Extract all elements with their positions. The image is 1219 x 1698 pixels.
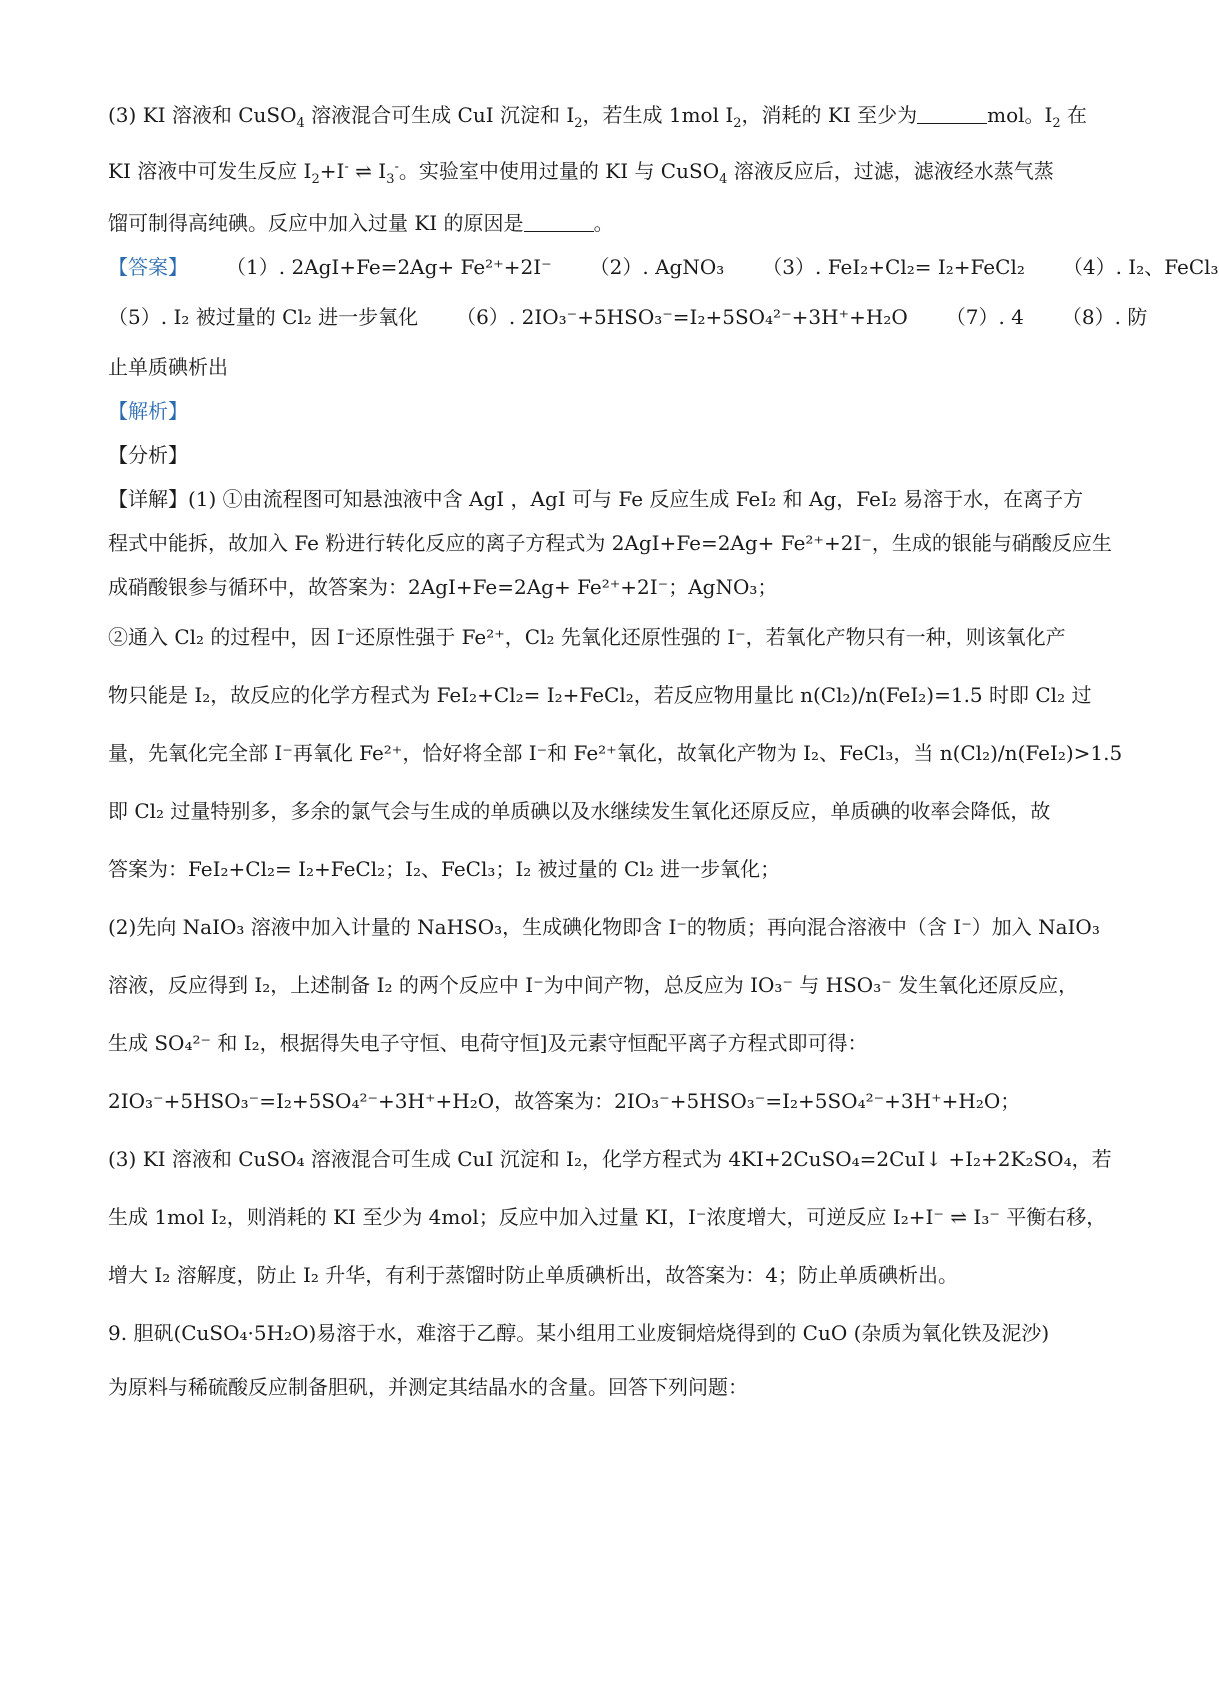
q3-line-2: KI 溶液中可发生反应 $I_2+I^-$ ⇌ $I_3^-$。实验室中使用过量的 KI 与 CuSO$_4$ 溶液反应后，过滤，滤液经水蒸气蒸	[108, 159, 1054, 187]
fenxi-label: 【分析】	[108, 443, 188, 467]
detail-line: 即 Cl₂ 过量特别多，多余的氯气会与生成的单质碘以及水继续发生氧化还原反应，单质碘的收率会降低，故	[108, 799, 1051, 823]
detail-line: 生成 1mol I₂，则消耗的 KI 至少为 4mol；反应中加入过量 KI，I⁻浓度增大，可逆反应 I₂+I⁻ ⇌ I₃⁻ 平衡右移，	[108, 1205, 1107, 1229]
detail-line: ②通入 Cl₂ 的过程中，因 I⁻还原性强于 Fe²⁺，Cl₂ 先氧化还原性强的 I⁻，若氧化产物只有一种，则该氧化产	[108, 625, 1066, 649]
detail-line: (3) KI 溶液和 CuSO₄ 溶液混合可生成 CuI 沉淀和 I₂，化学方程式为 4KI+2CuSO₄=2CuI↓ +I₂+2K₂SO₄，若	[108, 1147, 1112, 1171]
answer-blank	[917, 103, 987, 124]
detail-line: 增大 I₂ 溶解度，防止 I₂ 升华，有利于蒸馏时防止单质碘析出，故答案为：4；防止单质碘析出。	[108, 1263, 958, 1287]
answer-1: （1）. 2AgI+Fe=2Ag+ Fe²⁺+2I⁻	[226, 255, 552, 279]
answer-line-2	[108, 302, 1148, 332]
detail-line: 2IO₃⁻+5HSO₃⁻=I₂+5SO₄²⁻+3H⁺+H₂O，故答案为：2IO₃⁻+5HSO₃⁻=I₂+5SO₄²⁻+3H⁺+H₂O；	[108, 1089, 1021, 1113]
q3-line-1: (3) KI 溶液和 CuSO$_4$ 溶液混合可生成 CuI 沉淀和 $I_2$，若生成 1mol $I_2$，消耗的 KI 至少为 mol。$I_2$ 在	[108, 103, 1088, 131]
detail-line: (2)先向 NaIO₃ 溶液中加入计量的 NaHSO₃，生成碘化物即含 I⁻的物质；再向混合溶液中（含 I⁻）加入 NaIO₃	[108, 915, 1100, 939]
answer-6: （6）. 2IO₃⁻+5HSO₃⁻=I₂+5SO₄²⁻+3H⁺+H₂O	[456, 305, 908, 329]
detail-line: 答案为：FeI₂+Cl₂= I₂+FeCl₂；I₂、FeCl₃；I₂ 被过量的 Cl₂ 进一步氧化；	[108, 857, 781, 881]
answer-line-1	[108, 252, 1219, 282]
detail-line: 程式中能拆，故加入 Fe 粉进行转化反应的离子方程式为 2AgI+Fe=2Ag+ Fe²⁺+2I⁻，生成的银能与硝酸反应生	[108, 531, 1112, 555]
detail-line: 量，先氧化完全部 I⁻再氧化 Fe²⁺，恰好将全部 I⁻和 Fe²⁺氧化，故氧化产物为 I₂、FeCl₃，当 n(Cl₂)/n(FeI₂)>1.5	[108, 741, 1123, 765]
detail-line: 生成 SO₄²⁻ 和 I₂，根据得失电子守恒、电荷守恒]及元素守恒配平离子方程式即可得：	[108, 1031, 868, 1055]
answer-blank	[524, 211, 594, 232]
detail-line: 物只能是 I₂，故反应的化学方程式为 FeI₂+Cl₂= I₂+FeCl₂，若反应物用量比 n(Cl₂)/n(FeI₂)=1.5 时即 Cl₂ 过	[108, 683, 1092, 707]
answer-3: （3）. FeI₂+Cl₂= I₂+FeCl₂	[762, 255, 1025, 279]
answer-7: （7）. 4	[945, 305, 1024, 329]
answer-5: （5）. I₂ 被过量的 Cl₂ 进一步氧化	[108, 305, 419, 329]
q3-line-3: 馏可制得高纯碘。反应中加入过量 KI 的原因是 。	[108, 211, 614, 235]
answer-2: （2）. AgNO₃	[589, 255, 725, 279]
answer-8: （8）. 防	[1061, 305, 1148, 329]
analysis-label: 【解析】	[108, 399, 188, 423]
detail-line: 溶液，反应得到 I₂，上述制备 I₂ 的两个反应中 I⁻为中间产物，总反应为 IO₃⁻ 与 HSO₃⁻ 发生氧化还原反应，	[108, 973, 1079, 997]
answer-line-3: 止单质碘析出	[108, 355, 228, 379]
q9-line-1: 9. 胆矾(CuSO₄·5H₂O)易溶于水，难溶于乙醇。某小组用工业废铜焙烧得到的 CuO (杂质为氧化铁及泥沙)	[108, 1321, 1050, 1345]
q9-line-2: 为原料与稀硫酸反应制备胆矾，并测定其结晶水的含量。回答下列问题：	[108, 1375, 748, 1399]
answer-4: （4）. I₂、FeCl₃	[1062, 255, 1219, 279]
detail-line: 【详解】(1) ①由流程图可知悬浊液中含 AgI ，AgI 可与 Fe 反应生成 FeI₂ 和 Ag，FeI₂ 易溶于水，在离子方	[108, 487, 1084, 511]
detail-line: 成硝酸银参与循环中，故答案为：2AgI+Fe=2Ag+ Fe²⁺+2I⁻；AgNO₃；	[108, 575, 778, 599]
answer-label: 【答案】	[108, 255, 188, 279]
